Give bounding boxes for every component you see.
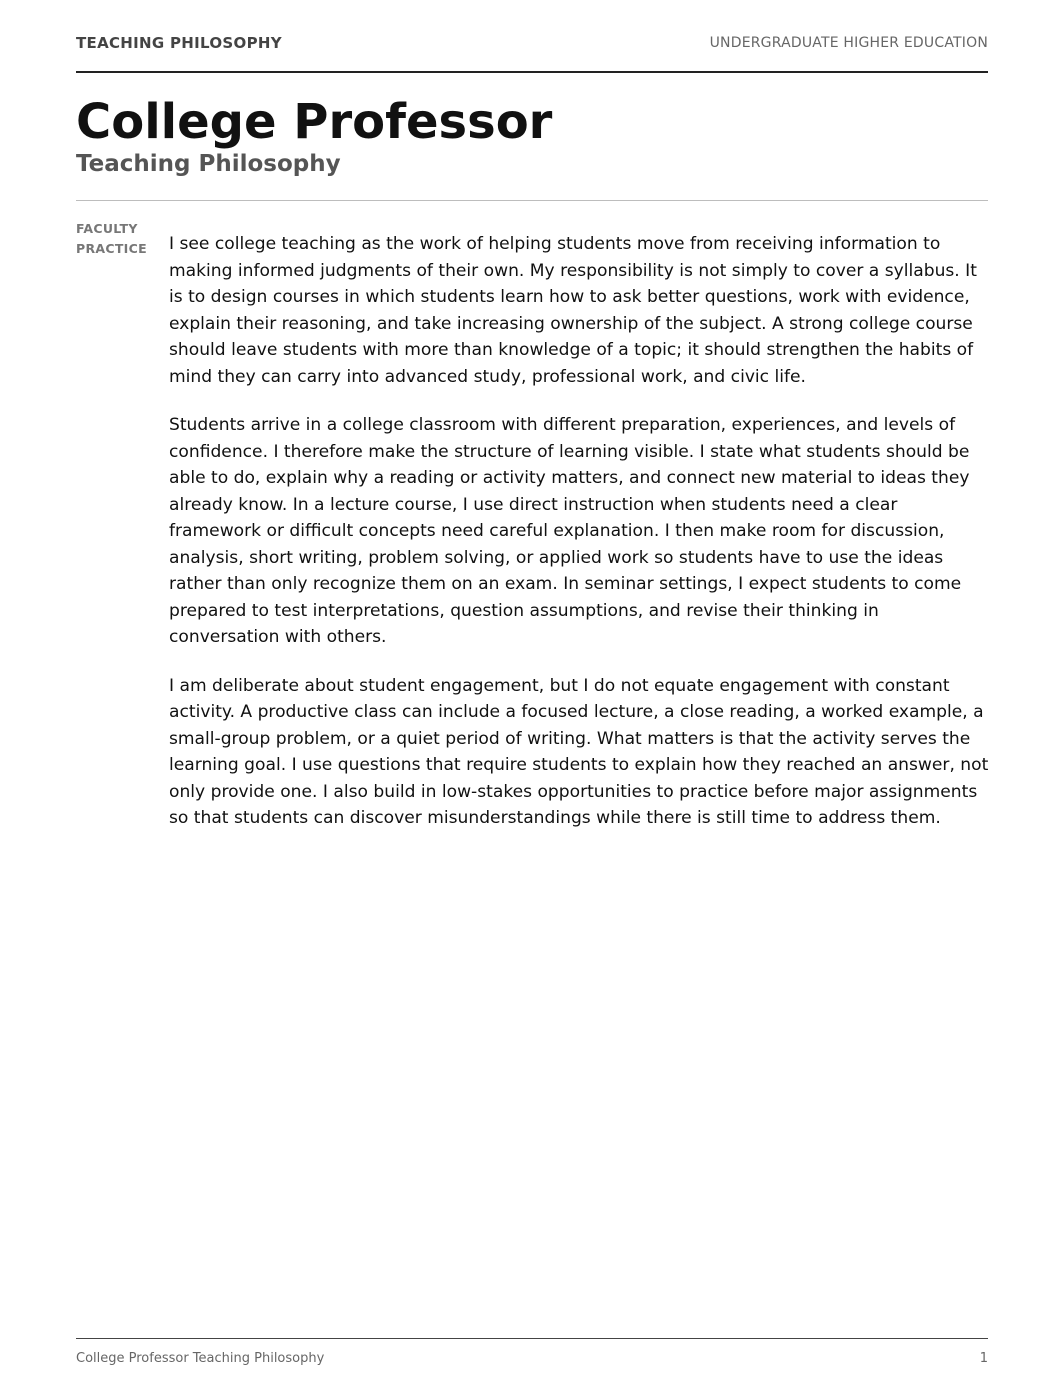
footer-title: College Professor Teaching Philosophy xyxy=(76,1351,325,1366)
body-paragraph-3: I am deliberate about student engagement, but I do not equate engagement with constant activity. A productive class can include a focused lecture, a close reading, a worked example, a small-group problem, or a quiet period of writing. What matters is that the activity serves the learning goal. I use questions that require students to explain how they reached an answer, not only provide one. I also build in low-stakes opportunities to practice before major assignments so that students can discover misunderstandings while there is still time to address them. xyxy=(169,675,989,828)
section-label xyxy=(76,219,164,259)
running-header xyxy=(76,34,988,56)
body-paragraph-2: Students arrive in a college classroom with different preparation, experiences, and levels of confidence. I therefore make the structure of learning visible. I state what students should be able to do, explain why a reading or activity matters, and connect new material to ideas they already know. In a lecture course, I use direct instruction when students need a clear framework or difficult concepts need careful explanation. I then make room for discussion, analysis, short writing, problem solving, or applied work so students have to use the ideas rather than only recognize them on an exam. In seminar settings, I expect students to come prepared to test interpretations, question assumptions, and revise their thinking in conversation with others. xyxy=(169,415,970,647)
footer-divider xyxy=(76,1338,988,1339)
header-context: UNDERGRADUATE HIGHER EDUCATION xyxy=(709,35,988,51)
header-document-type: TEACHING PHILOSOPHY xyxy=(76,34,282,52)
body-paragraph-1: I see college teaching as the work of helping students move from receiving information to making informed judgments of their own. My responsibility is not simply to cover a syllabus. It is to design courses in which students learn how to ask better questions, work with evidence, explain their reasoning, and take increasing ownership of the subject. A strong college course should leave students with more than knowledge of a topic; it should strengthen the habits of mind they can carry into advanced study, professional work, and civic life. xyxy=(169,234,977,387)
page-subtitle: Teaching Philosophy xyxy=(76,151,341,177)
page-number: 1 xyxy=(979,1351,988,1366)
section-label-line-1: FACULTY xyxy=(76,221,138,236)
section-body xyxy=(169,231,991,854)
page-title: College Professor xyxy=(76,94,553,150)
section-divider xyxy=(76,200,988,201)
header-divider xyxy=(76,71,988,73)
section-label-line-2: PRACTICE xyxy=(76,241,147,256)
document-page xyxy=(76,0,988,1392)
